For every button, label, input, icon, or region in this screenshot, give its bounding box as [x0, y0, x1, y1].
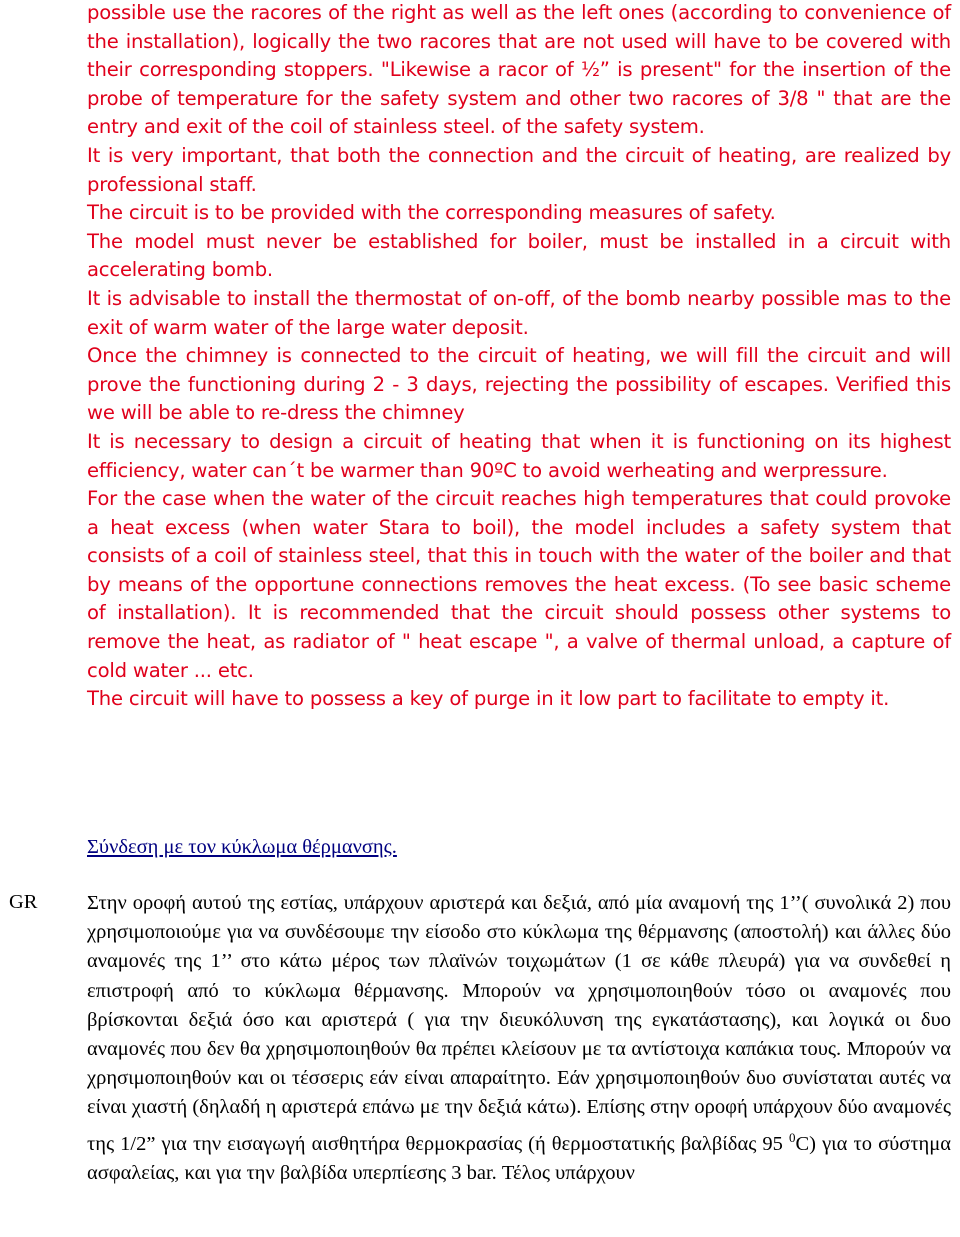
greek-section-heading: Σύνδεση με τον κύκλωμα θέρμανσης. [87, 836, 397, 858]
english-paragraph: For the case when the water of the circuit reaches high temperatures that could provoke a heat excess (when water Stara to boil), the model includes a safety system that consists of a coil of stainless steel, that this in touch with the water of the boiler and that by means of the opportune connections removes the heat excess. (To see basic scheme of installation). It is recommended that the circuit should possess other systems to remove the heat, as radiator of " heat escape ", a valve of thermal unload, a capture of cold water ... etc. [87, 487, 951, 682]
english-paragraph: It is necessary to design a circuit of heating that when it is functioning on its highest efficiency, water can´t be warmer than 90ºC to avoid werheating and werpressure. [87, 429, 951, 482]
english-paragraph: It is advisable to install the thermostat of on-off, of the bomb nearby possible mas to the exit of warm water of the large water deposit. [87, 286, 951, 339]
english-paragraph: possible use the racores of the right as well as the left ones (according to convenience of the installation), logically the two racores that are not used will have to be covered with their corresponding stoppers. "Likewise a racor of ½” is present" for the insertion of the probe of temperature for the safety system and other two racores of 3/8 " that are the entry and exit of the coil of stainless steel. of the safety system. [87, 1, 951, 139]
degree-superscript: 0 [789, 1129, 796, 1145]
language-tag: GR [9, 891, 38, 913]
english-paragraph: The circuit is to be provided with the corresponding measures of safety. [87, 201, 776, 225]
english-paragraph: The model must never be established for boiler, must be installed in a circuit with accelerating bomb. [87, 229, 951, 282]
greek-paragraph [87, 889, 951, 1188]
english-paragraph: The circuit will have to possess a key of purge in it low part to facilitate to empty it. [87, 687, 890, 711]
greek-text-part-2: C) για το σύστημα ασφαλείας, και για την βαλβίδα υπερπίεσης 3 bar. Τέλος υπάρχουν [87, 1132, 952, 1184]
greek-text-part-1: Στην οροφή αυτού της εστίας, υπάρχουν αριστερά και δεξιά, από μία αναμονή της 1’’( συνολικά 2) που χρησιμοποιούμε για να συνδέσουμε την είσοδο στο κύκλωμα της θέρμανσης (αποστολή) και άλλες δύο αναμονές της 1’’ στο κάτω μέρος των πλαϊνών τοιχωμάτων (1 σε κάθε πλευρά) για να συνδεθεί η επιστροφή από το κύκλωμα θέρμανσης. Μπορούν να χρησιμοποιηθούν τόσο οι αναμονές που βρίσκονται δεξιά όσο και αριστερά ( για την διευκόλυνση της εγκατάστασης), και λογικά οι δυο αναμονές που δεν θα χρησιμοποιηθούν θα πρέπει κλείσουν με τα αντίστοιχα καπάκια τους. Μπορούν να χρησιμοποιηθούν και οι τέσσερις εάν είναι απαραίτητο. Εάν χρησιμοποιηθούν δυο συνίσταται αυτές να είναι χιαστή (δηλαδή η αριστερά επάνω με την δεξιά κάτω). Επίσης στην οροφή υπάρχουν δύο αναμονές της 1/2” για την εισαγωγή αισθητήρα θερμοκρασίας (ή θερμοστατικής βαλβίδας 95 [87, 892, 951, 1155]
english-section [87, 0, 951, 714]
english-paragraph: Once the chimney is connected to the circuit of heating, we will fill the circuit and will prove the functioning during 2 - 3 days, rejecting the possibility of escapes. Verified this we will be able to re-dress the chimney [87, 344, 951, 425]
english-paragraph: It is very important, that both the connection and the circuit of heating, are realized by professional staff. [87, 143, 951, 196]
